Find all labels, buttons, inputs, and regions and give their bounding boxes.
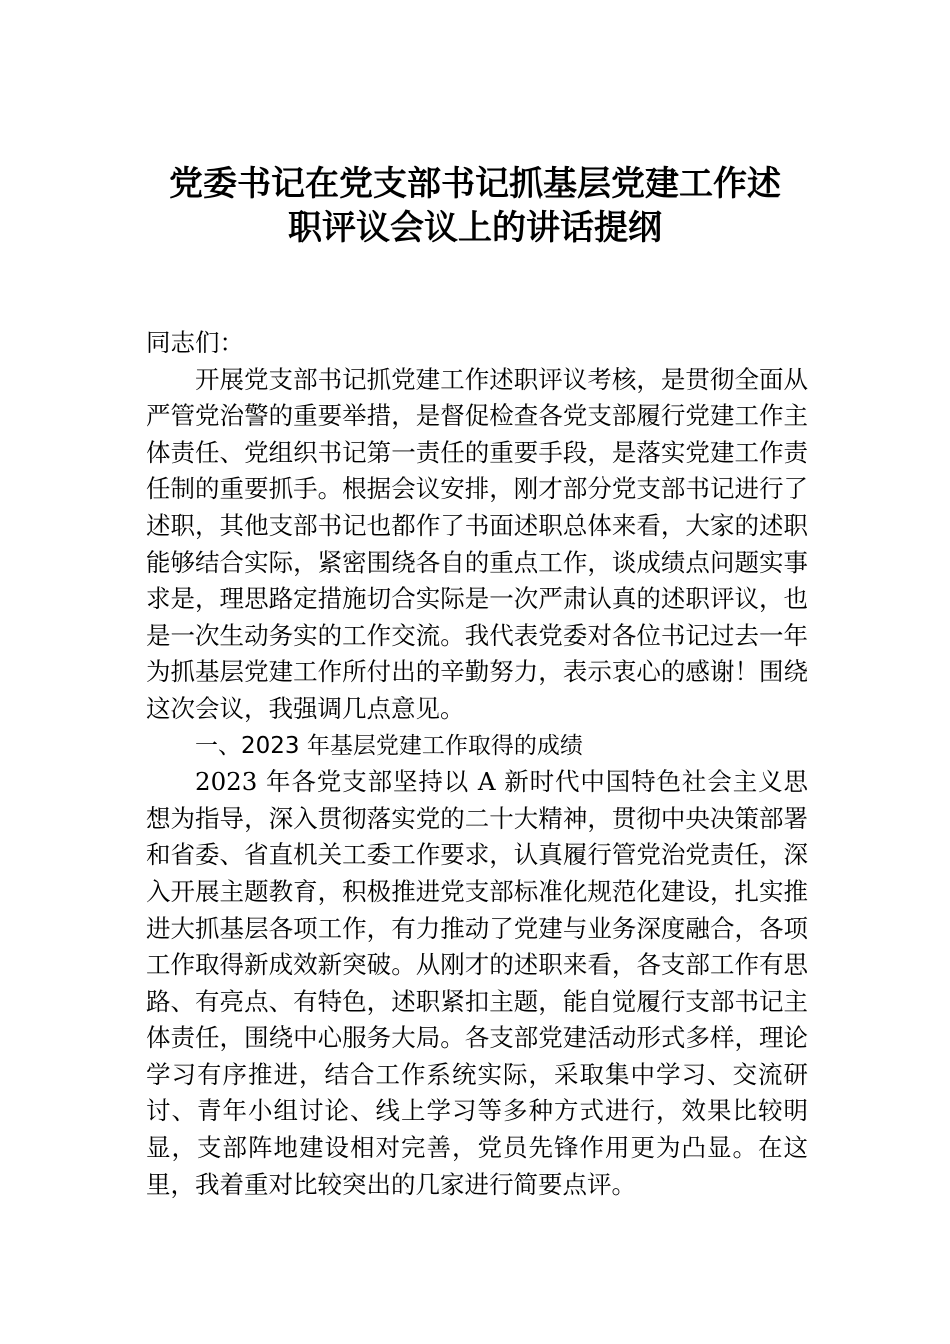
section-1-paragraph: 2023 年各党支部坚持以 A 新时代中国特色社会主义思想为指导，深入贯彻落实党的二十大精神，贯彻中央决策部署和省委、省直机关工委工作要求，认真履行管党治党责任，深入开展主题教育，积极推进党支部标准化规范化建设，扎实推进大抓基层各项工作，有力推动了党建与业务深度融合，各项工作取得新成效新突破。从刚才的述职来看，各支部工作有思路、有亮点、有特色，述职紧扣主题，能自觉履行支部书记主体责任，围绕中心服务大局。各支部党建活动形式多样，理论学习有序推进，结合工作系统实际，采取集中学习、交流研讨、青年小组讨论、线上学习等多种方式进行，效果比较明显，支部阵地建设相对完善，党员先锋作用更为凸显。在这里，我着重对比较突出的几家进行简要点评。 <box>146 767 808 1199</box>
document-body <box>146 325 808 1203</box>
document-title-line-1: 党委书记在党支部书记抓基层党建工作述 <box>169 164 781 204</box>
section-heading-1: 一、2023 年基层党建工作取得的成绩 <box>195 732 583 759</box>
intro-paragraph: 开展党支部书记抓党建工作述职评议考核，是贯彻全面从严管党治警的重要举措，是督促检查各党支部履行党建工作主体责任、党组织书记第一责任的重要手段，是落实党建工作责任制的重要抓手。根据会议安排，刚才部分党支部书记进行了述职，其他支部书记也都作了书面述职总体来看，大家的述职能够结合实际，紧密围绕各自的重点工作，谈成绩点问题实事求是，理思路定措施切合实际是一次严肃认真的述职评议，也是一次生动务实的工作交流。我代表党委对各位书记过去一年为抓基层党建工作所付出的辛勤努力，表示衷心的感谢！围绕这次会议，我强调几点意见。 <box>146 364 808 723</box>
salutation: 同志们： <box>146 328 244 357</box>
document-title-line-2: 职评议会议上的讲话提纲 <box>288 208 662 248</box>
